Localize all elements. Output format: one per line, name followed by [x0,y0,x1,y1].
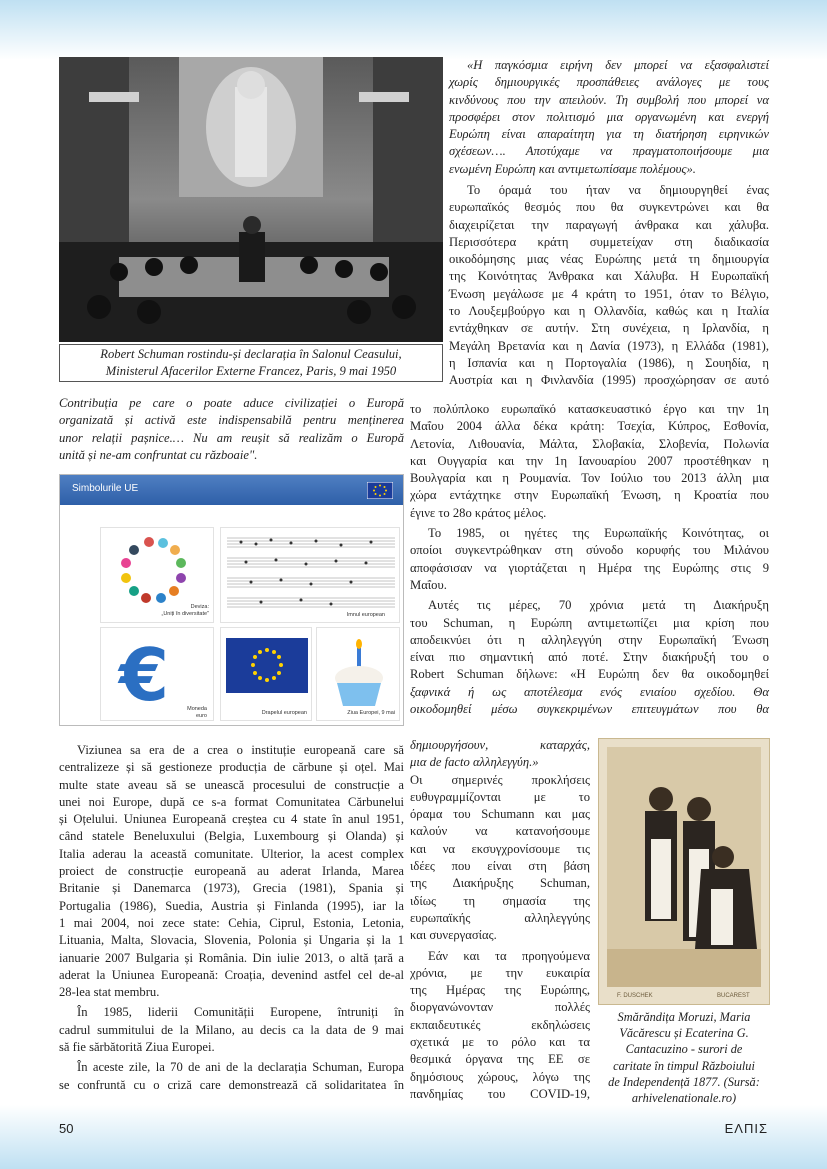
photo1-caption: Robert Schuman rostindu-și declarația în Salonul Ceasului, Ministerul Afacerilor Externe Francez, Paris, 9 mai 1950 [59,344,443,382]
photo2-caption: Smărăndița Moruzi, Maria Văcărescu și Ecaterina G. Cantacuzino - surori de caritate în timpul Războiului de Independență 1877. (Sursă: arhivelenationale.ro) [608,1010,760,1106]
photo-stamp-left: F. DUSCHEK [617,993,653,999]
right-paragraph-2: Το 1985, οι ηγέτες της Ευρωπαϊκής Κοινότητας, οι οποίοι συγκεντρώθηκαν στη σύνοδο κορυφής του Μιλάνου αποφάσισαν να γιορτάζεται η Ημέρα της Ευρώπης στις 9 Μαΐου. [410,526,769,592]
motto-label: Deviza: [190,604,209,610]
right-quote: «Η παγκόσμια ειρήνη δεν μπορεί να εξασφαλιστεί χωρίς δημιουργικές προσπάθειες ανάλογες με τους κινδύνους που την απειλούν. Τη συμβολή που μπορεί να προσφέρει στον πολιτισμό μια οργανωμένη και ενεργή Ευρώπη είναι απαραίτητη για τη διατήρηση ειρηνικών σχέσεων…. Αποτύχαμε να πραγματοποιήσουμε μια ενωμένη Ευρώπη και αντιμετωπίσαμε πολέμους». [449,58,769,176]
europe-day-label: Ziua Europei, 9 mai [347,710,395,716]
music-score-icon [221,528,400,623]
motto-text: „Uniți în diversitate" [161,611,209,617]
eu-symbols-panel [59,474,404,726]
flag-label: Drapelul european [261,710,307,716]
right-paragraph-3-narrow: δημιουργήσουν, καταρχάς, μια de facto αλληλεγγύη.» Οι σημερινές προκλήσεις ευθυγραμμίζονται με το όραμα του Schumann και μας καλούν να κατανοήσουμε και να εκσυγχρονίσουμε τις ιδέες που είναι στη βάση της Διακήρυξης Schuman, ιδίως τη σημασία της ευρωπαϊκής αλληλεγγύης και συνεργασίας. Εάν και τα προηγούμενα χρόνια, με την ευκαιρία της Ημέρας της Ευρώπης, διοργανώνονταν πολλές εκπαιδευτικές εκδηλώσεις σχετικά με το ρόλο και τα θεσμικά όργανα της ΕΕ σε δημόσιους χώρους, λόγω της πανδημίας του COVID-19, [410,737,590,1103]
left-paragraph-1: Viziunea sa era de a crea o instituție europeană care să centralizeze și să gestioneze producția de cărbune și oțel. Mai multe state aveau să se unească procesului de construcție a unei noi Europe, după ce s-a format Comunitatea Cărbunelui și Oțelului. Uniunea Europeană creștea cu 4 state în anul 1951, când statele Beneluxului (Belgia, Luxembourg și Olanda) și Italia aderau la această comunitate. Ulterior, la acest complex proiect de construcție europeană au aderat Irlanda, Marea Britanie și Danemarca (1973), Grecia (1981), Spania și Portugalia (1986), Suedia, Austria și Finlanda (1995), iar la 1 mai 2004, noi zece state: Cehia, Ciprul, Estonia, Letonia, Lituania, Malta, Slovacia, Slovenia, Polonia și Ungaria și la 1 ianuarie 2007 Bulgaria și România. Din iulie 2013, o altă țară a aderat la Uniunea Europeană: Croația, devenind astfel cel de-al 28-lea stat membru. [59,743,404,1000]
page-number: 50 [59,1121,74,1136]
anthem-label: Imnul european [346,612,385,618]
svg-text:€: € [119,633,170,717]
motto-cell [100,527,214,623]
left-paragraph-3: În aceste zile, la 70 de ani de la declarația Schuman, Europa se confruntă cu o criză care demonstrează că solidaritatea în [59,1060,404,1092]
schuman-declaration-photo [59,57,443,342]
right-paragraph-1-continued: το πολύπλοκο ευρωπαϊκό κατασκευαστικό έργο και την 1η Μαΐου 2004 άλλα δέκα κράτη: Τσεχία, Κύπρος, Εσθονία, Λετονία, Λιθουανία, Μάλτα, Σλοβακία, Σλοβενία, Πολωνία και Ουγγαρία και την 1η Ιανουαρίου 2007 προστέθηκαν η Βουλγαρία και η Ρουμανία. Τον Ιούλιο του 2013 άλλη μια χώρα εντάχτηκε στην Ευρωπαϊκή Ένωση, η Κροατία που έγινε το 28ο κράτος μέλος. Το 1985, οι ηγέτες της Ευρωπαϊκής Κοινότητας, οι οποίοι συγκεντρώθηκαν στη σύνοδο κορυφής του Μιλάνου αποφάσισαν να γιορτάζεται η Ημέρα της Ευρώπης στις 9 Μαΐου. Αυτές τις μέρες, 70 χρόνια μετά τη Διακήρυξη του Schuman, η Ευρώπη αντιμετωπίζει μια κρίση που αποδεικνύει ότι η αλληλεγγύη στην Ευρωπαϊκή Ένωση είναι πιο σημαντική από ποτέ. Στην διακήρυξή του ο Robert Schuman δήλωνε: «Η Ευρώπη δεν θα οικοδομηθεί ξαφνικά ή ως αποτέλεσμα ενός ενιαίου σχεδίου. Θα οικοδομηθεί μέσω συγκεκριμένων επιτευγμάτων που θα [410,401,769,718]
flag-cell [220,627,312,721]
footer-gradient [0,1105,827,1169]
anthem-cell [220,527,400,623]
right-paragraph-1: Το όραμά του ήταν να δημιουργηθεί ένας ευρωπαϊκός θεσμός που θα συγκεντρώνει και θα διαχειρίζεται την παραγωγή άνθρακα και χάλυβα. Περισσότερα κράτη συμμετείχαν στη διαδικασία οικοδόμησης μιας νέας Ευρώπης μετά τη δημιουργία της Κοινότητας Άνθρακα και Χάλυβα. Η Ευρωπαϊκή Ένωση μεγάλωσε με 4 κράτη το 1951, όταν το Βέλγιο, το Λουξεμβούργο και η Ολλανδία, καθώς και η Ιταλία εντάχθηκαν σε αυτήν. Στη συνέχεια, η Ιρλανδία, η Μεγάλη Βρετανία και η Δανία (1973), η Ελλάδα (1981), η Ισπανία και η Πορτογαλία (1986), η Σουηδία, η Αυστρία και η Φινλανδία (1995) προσχώρησαν σε αυτό [449,183,769,388]
left-quote: Contribuția pe care o poate aduce civilizației o Europă organizată și activă este indispensabilă pentru menținerea unor relații pașnice.… Nu am reușit să realizăm o Europă unită și ne-am confruntat cu războaie". [59,396,404,462]
birthday-cupcake-icon [317,628,400,721]
nurses-photo [598,738,770,1005]
eu-flag-large-icon [221,628,312,721]
photo-stamp-right: BUCAREST [717,993,750,999]
left-body-text [59,742,404,1094]
eu-flag-icon [367,482,393,499]
right-paragraph-3: Αυτές τις μέρες, 70 χρόνια μετά τη Διακήρυξη του Schuman, η Ευρώπη αντιμετωπίζει μια κρίση που αποδεικνύει ότι η αλληλεγγύη στην Ευρωπαϊκή Ένωση είναι πιο σημαντική από ποτέ. Στην διακήρυξή του ο Robert Schuman δήλωνε: «Η Ευρώπη δεν θα οικοδομηθεί ξαφνικά ή ως αποτέλεσμα ενός ενιαίου σχεδίου. Θα οικοδομηθεί μέσω συγκεκριμένων επιτευγμάτων που θα [410,598,769,717]
header-gradient [0,0,827,60]
currency-label: Moneda [187,706,207,712]
right-paragraph-4: Εάν και τα προηγούμενα χρόνια, με την ευκαιρία της Ημέρας της Ευρώπης, διοργανώνονταν πολλές εκπαιδευτικές εκδηλώσεις σχετικά με το ρόλο και τα θεσμικά όργανα της ΕΕ σε δημόσιους χώρους, λόγω της πανδημίας του COVID-19, [410,948,590,1101]
currency-label2: euro [195,713,207,719]
europe-day-cell [316,627,400,721]
symbols-header [60,475,403,505]
symbols-title: Simbolurile UE [72,483,139,494]
left-paragraph-2: În 1985, liderii Comunității Europene, întruniți în cadrul summitului de la Milano, au decis ca la data de 9 mai să fie sărbătorită Ziua Europei. [59,1005,404,1055]
currency-cell [100,627,214,721]
magazine-name: ΕΛΠΙΣ [724,1121,768,1136]
